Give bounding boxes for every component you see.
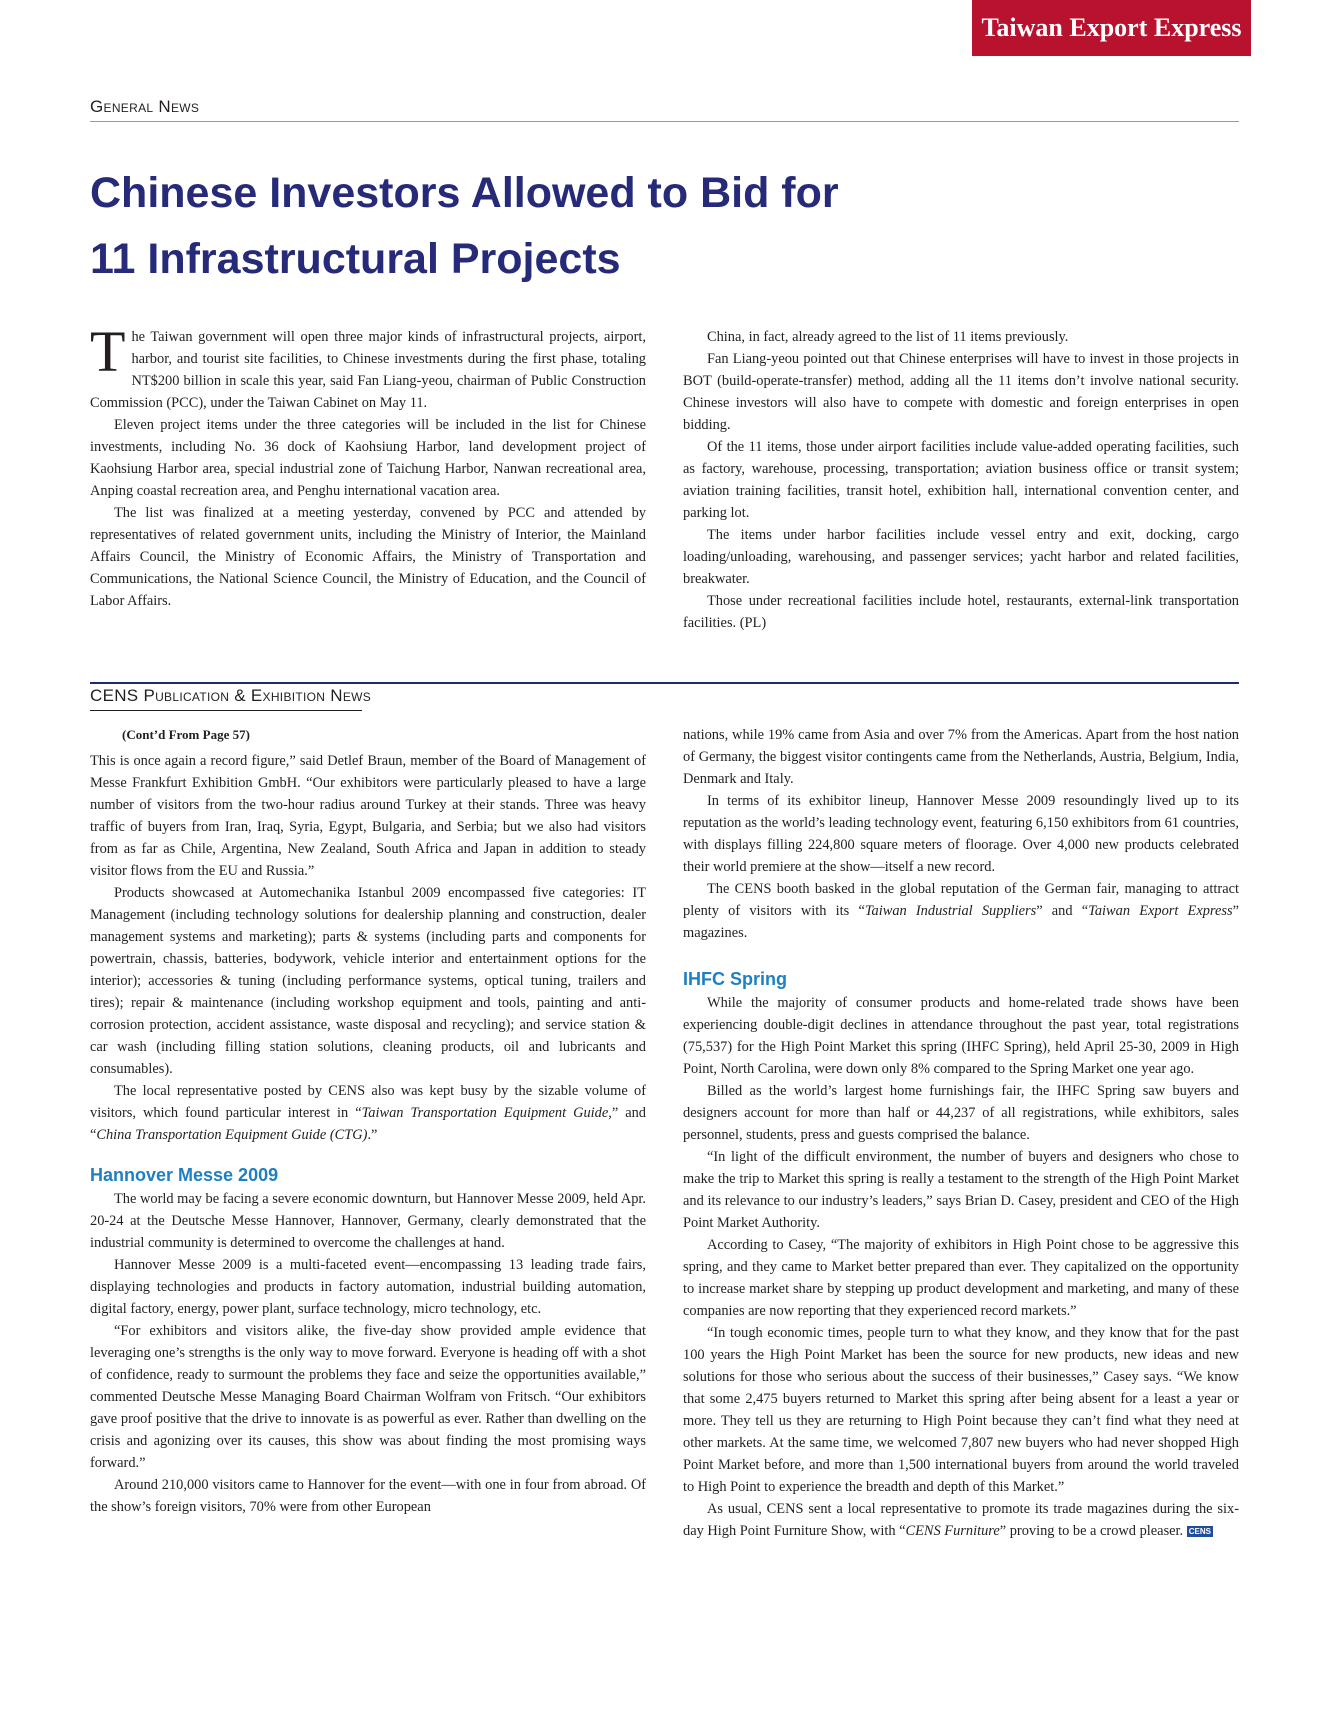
article2-para: In terms of its exhibitor lineup, Hannover Messe 2009 resoundingly lived up to its reputation as the world’s leading technology event, featuring 6,150 exhibitors from 61 countries, with displays filling 224,800 square meters of floorage. Over 4,000 new products celebrated their world premiere at the show—itself a new record. [683, 793, 1239, 875]
publication-title: Taiwan Export Express [1088, 903, 1233, 919]
text-run: ” magazines. [683, 903, 1239, 941]
cens-end-logo: CENS [1188, 1527, 1211, 1537]
article1-para: Fan Liang-yeou pointed out that Chinese enterprises will have to invest in those projects in BOT (build-operate-transfer) method, adding all the 11 items don’t involve national security. Chinese investors will also have to compete with domestic and foreign enterprises in open bidding. [683, 351, 1239, 433]
article2-para: Around 210,000 visitors came to Hannover for the event—with one in four from abroad. Of the show’s foreign visitors, 70% were from other European [90, 1477, 646, 1515]
continued-from-label: (Cont’d From Page 57) [122, 727, 250, 742]
section-label-general-news: General News [90, 97, 1239, 122]
drop-cap: T [90, 319, 126, 384]
article1-para-text: he Taiwan government will open three major kinds of infrastructural projects, airport, harbor, and tourist site facilities, to Chinese investments during the first phase, totaling NT$200 billion in scale this year, said Fan Liang-yeou, chairman of Public Construction Commission (PCC), under the Taiwan Cabinet on May 11. [90, 329, 646, 411]
article1-para: The items under harbor facilities include vessel entry and exit, docking, cargo loading/unloading, warehousing, and passenger services; yacht harbor and related facilities, breakwater. [683, 527, 1239, 587]
text-run: As usual, CENS sent a local representative to promote its trade magazines during the six-day High Point Furniture Show, with “ [683, 1501, 1239, 1539]
article2-column-right [683, 724, 1239, 1542]
article2-para: “In light of the difficult environment, the number of buyers and designers who chose to make the trip to Market this spring is really a testament to the strength of the High Point Market and its relevance to our industry’s leaders,” says Brian D. Casey, president and CEO of the High Point Market Authority. [683, 1149, 1239, 1231]
publication-title: CENS Furniture [905, 1523, 1000, 1539]
headline-line-1: Chinese Investors Allowed to Bid for [90, 169, 839, 217]
article2-para: “In tough economic times, people turn to what they know, and they know that for the past 100 years the High Point Market has been the source for new products, new ideas and new solutions for those who serious about the success of their businesses,” Casey says. “We know that some 2,475 buyers returned to Market this spring after being absent for a least a year or more. They tell us they are returning to High Point because they can’t find what they need at other markets. At the same time, we welcomed 7,807 new buyers who had never shopped High Point Market before, and more than 1,500 international buyers from around the world traveled to High Point to experience the breadth and depth of this Market.” [683, 1325, 1239, 1495]
section-divider [90, 682, 1239, 684]
publication-title: Taiwan Industrial Suppliers [864, 903, 1037, 919]
article1-para: China, in fact, already agreed to the list of 11 items previously. [707, 329, 1069, 345]
text-run: The CENS booth basked in the global reputation of the German fair, managing to attract plenty of visitors with its “ [683, 881, 1239, 919]
section-label-cens-news: CENS Publication & Exhibition News [90, 686, 372, 705]
article1-column-right [683, 326, 1239, 634]
article2-para: According to Casey, “The majority of exhibitors in High Point chose to be aggressive this spring, and they came to Market better prepared than ever. They capitalized on the opportunity to increase market share by stepping up product development and marketing, and many of these companies are now reporting that they experienced record markets.” [683, 1237, 1239, 1319]
article1-column-left [90, 319, 646, 612]
article2-para: While the majority of consumer products and home-related trade shows have been experiencing double-digit declines in attendance throughout the past year, total registrations (75,537) for the High Point Market this spring (IHFC Spring), held April 25-30, 2009 in High Point, North Carolina, were down only 8% compared to the Spring Market one year ago. [683, 995, 1239, 1077]
article2-para: nations, while 19% came from Asia and over 7% from the Americas. Apart from the host nation of Germany, the biggest visitor contingents came from the Netherlands, Austria, Belgium, India, Denmark and Italy. [683, 727, 1239, 787]
article1-para: Of the 11 items, those under airport facilities include value-added operating facilities, such as factory, warehouse, processing, transportation; aviation business office or transit system; aviation training facilities, transit hotel, exhibition hall, international convention center, and parking lot. [683, 439, 1239, 521]
masthead-banner: Taiwan Export Express [972, 0, 1251, 56]
subheading-ihfc: IHFC Spring [683, 969, 787, 989]
article2-para: Products showcased at Automechanika Istanbul 2009 encompassed five categories: IT Management (including technology solutions for dealership planning and construction, dealer management systems and marketing); parts & systems (including parts and components for powertrain, chassis, batteries, bodywork, vehicle interior and entertainment options for the interior); accessories & tuning (including performance systems, optical tuning, trailers and tires); repair & maintenance (including workshop equipment and tools, painting and anti-corrosion protection, accident assistance, waste disposal and recycling); and service station & car wash (including filling station solutions, cleaning products, oil and lubricants and consumables). [90, 885, 646, 1077]
article2-para [90, 1080, 646, 1146]
article2-para [683, 878, 1239, 944]
text-run: ,” and “ [90, 1105, 646, 1143]
article2-para: Billed as the world’s largest home furnishings fair, the IHFC Spring saw buyers and designers account for more than half or 44,237 of all registrations, while exhibitors, sales personnel, students, press and guests comprised the balance. [683, 1083, 1239, 1143]
article1-para: Eleven project items under the three categories will be included in the list for Chinese investments, including No. 36 dock of Kaohsiung Harbor, land development project of Kaohsiung Harbor area, special industrial zone of Taichung Harbor, Nanwan recreational area, Anping coastal recreation area, and Penghu international vacation area. [90, 417, 646, 499]
subheading-hannover: Hannover Messe 2009 [90, 1165, 279, 1185]
page-headline [90, 160, 1090, 292]
article2-para [683, 1498, 1239, 1542]
text-run: ” and “ [1036, 903, 1089, 919]
text-run: ” proving to be a crowd pleaser. [999, 1523, 1184, 1539]
text-run: The local representative posted by CENS also was kept busy by the sizable volume of visitors, which found particular interest in “ [90, 1083, 646, 1121]
section-label-underline [90, 710, 362, 711]
article1-para: Those under recreational facilities include hotel, restaurants, external-link transportation facilities. (PL) [683, 593, 1239, 631]
article2-column-left [90, 724, 646, 1518]
publication-title: Taiwan Transportation Equipment Guide [361, 1105, 609, 1121]
article2-para: The world may be facing a severe economic downturn, but Hannover Messe 2009, held Apr. 20-24 at the Deutsche Messe Hannover, Hannover, Germany, clearly demonstrated that the industrial community is determined to overcome the challenges at hand. [90, 1191, 646, 1251]
headline-line-2: 11 Infrastructural Projects [90, 235, 621, 283]
text-run: .” [367, 1127, 378, 1143]
article2-para: This is once again a record figure,” said Detlef Braun, member of the Board of Management of Messe Frankfurt Exhibition GmbH. “Our exhibitors were particularly pleased to have a large number of visitors from the two-hour radius around Turkey at their stands. Three was heavy traffic of buyers from Iran, Iraq, Syria, Egypt, Bulgaria, and Serbia; but we also had visitors from as far as Chile, Argentina, New Zealand, South Africa and Japan in addition to steady visitor flows from the EU and Russia.” [90, 753, 646, 879]
article2-para: Hannover Messe 2009 is a multi-faceted event—encompassing 13 leading trade fairs, displaying technologies and products in factory automation, industrial building automation, digital factory, energy, power plant, surface technology, micro technology, etc. [90, 1257, 646, 1317]
article1-para: The list was finalized at a meeting yesterday, convened by PCC and attended by representatives of related government units, including the Ministry of Interior, the Mainland Affairs Council, the Ministry of Economic Affairs, the Ministry of Transportation and Communications, the National Science Council, the Ministry of Education, and the Council of Labor Affairs. [90, 505, 646, 609]
article1-para [90, 319, 646, 414]
article2-para: “For exhibitors and visitors alike, the five-day show provided ample evidence that leveraging one’s strengths is the only way to move forward. Everyone is heading off with a shot of confidence, ready to surmount the problems they face and seize the opportunities available,” commented Deutsche Messe Managing Board Chairman Wolfram von Fritsch. “Our exhibitors gave proof positive that the drive to innovate is as powerful as ever. Rather than dwelling on the crisis and agonizing over its causes, this show was about finding the most promising ways forward.” [90, 1323, 646, 1471]
publication-title: China Transportation Equipment Guide (CTG) [96, 1127, 368, 1143]
